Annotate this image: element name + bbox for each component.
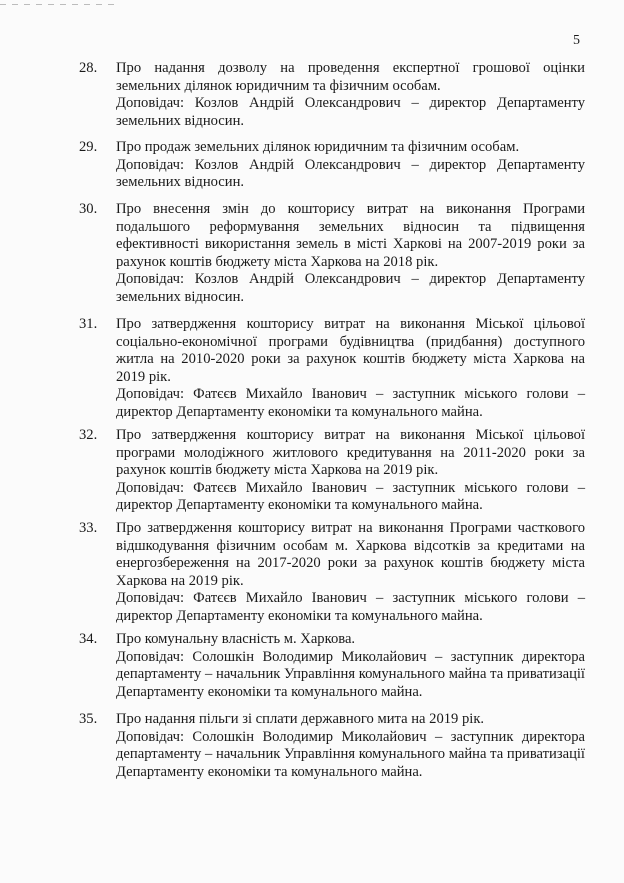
- item-title: Про затвердження кошторису витрат на виконання Програми часткового відшкодування фізичним особам м. Харкова відсотків за кредитами на енергозбереження на 2017-2020 роки за рахунок коштів бюджету міста Харкова на 2019 рік.: [116, 520, 585, 589]
- agenda-item-33: [79, 520, 585, 626]
- item-reporter: Доповідач: Козлов Андрій Олександрович – директор Департаменту земельних відносин.: [116, 95, 585, 129]
- item-title: Про внесення змін до кошторису витрат на виконання Програми подальшого реформування земельних відносин та підвищення ефективності використання земель в місті Харкові на 2007-2019 роки за рахунок коштів бюджету міста Харкова на 2018 рік.: [116, 201, 585, 270]
- item-reporter: Доповідач: Солошкін Володимир Миколайович – заступник директора департаменту – начальник Управління комунального майна та приватизації Департаменту економіки та комунального майна.: [116, 728, 585, 780]
- item-title: Про затвердження кошторису витрат на виконання Міської цільової соціально-економічної програми будівництва (придбання) доступного житла на 2010-2020 роки за рахунок коштів бюджету міста Харкова на 2019 рік.: [116, 316, 585, 385]
- item-number: 34.: [79, 631, 98, 647]
- item-body: [116, 201, 585, 307]
- item-reporter: Доповідач: Солошкін Володимир Миколайович – заступник директора департаменту – начальник Управління комунального майна та приватизації Департаменту економіки та комунального майна.: [116, 648, 585, 700]
- item-title: Про надання пільги зі сплати державного мита на 2019 рік.: [116, 711, 485, 727]
- item-body: [116, 60, 585, 130]
- item-body: [116, 316, 585, 422]
- item-number: 29.: [79, 139, 98, 155]
- item-body: [116, 427, 585, 515]
- agenda-item-32: [79, 427, 585, 515]
- item-number: 28.: [79, 60, 98, 76]
- agenda-item-34: [79, 631, 585, 701]
- agenda-item-30: [79, 201, 585, 307]
- item-number: 33.: [79, 520, 98, 536]
- item-body: [116, 711, 585, 781]
- item-reporter: Доповідач: Козлов Андрій Олександрович – директор Департаменту земельних відносин.: [116, 271, 585, 305]
- agenda-item-31: [79, 316, 585, 422]
- agenda-item-29: [79, 139, 585, 192]
- agenda-item-28: [79, 60, 585, 130]
- page-number: 5: [573, 33, 580, 48]
- item-reporter: Доповідач: Фатєєв Михайло Іванович – заступник міського голови – директор Департаменту економіки та комунального майна.: [116, 479, 585, 514]
- scan-edge-mark: [0, 4, 120, 5]
- item-reporter: Доповідач: Фатєєв Михайло Іванович – заступник міського голови – директор Департаменту економіки та комунального майна.: [116, 386, 585, 420]
- item-title: Про продаж земельних ділянок юридичним та фізичним особам.: [116, 139, 520, 155]
- item-number: 32.: [79, 427, 98, 443]
- item-number: 30.: [79, 201, 98, 217]
- item-number: 31.: [79, 316, 98, 332]
- item-title: Про надання дозволу на проведення експертної грошової оцінки земельних ділянок юридичним та фізичним особам.: [116, 60, 585, 94]
- item-number: 35.: [79, 711, 98, 727]
- item-body: [116, 631, 585, 701]
- item-title: Про затвердження кошторису витрат на виконання Міської цільової програми молодіжного житлового кредитування на 2011-2020 роки за рахунок коштів бюджету міста Харкова на 2019 рік.: [116, 427, 585, 479]
- item-body: [116, 520, 585, 626]
- item-body: [116, 139, 585, 192]
- item-reporter: Доповідач: Козлов Андрій Олександрович – директор Департаменту земельних відносин.: [116, 156, 585, 191]
- item-reporter: Доповідач: Фатєєв Михайло Іванович – заступник міського голови – директор Департаменту економіки та комунального майна.: [116, 590, 585, 624]
- agenda-item-35: [79, 711, 585, 781]
- item-title: Про комунальну власність м. Харкова.: [116, 631, 356, 647]
